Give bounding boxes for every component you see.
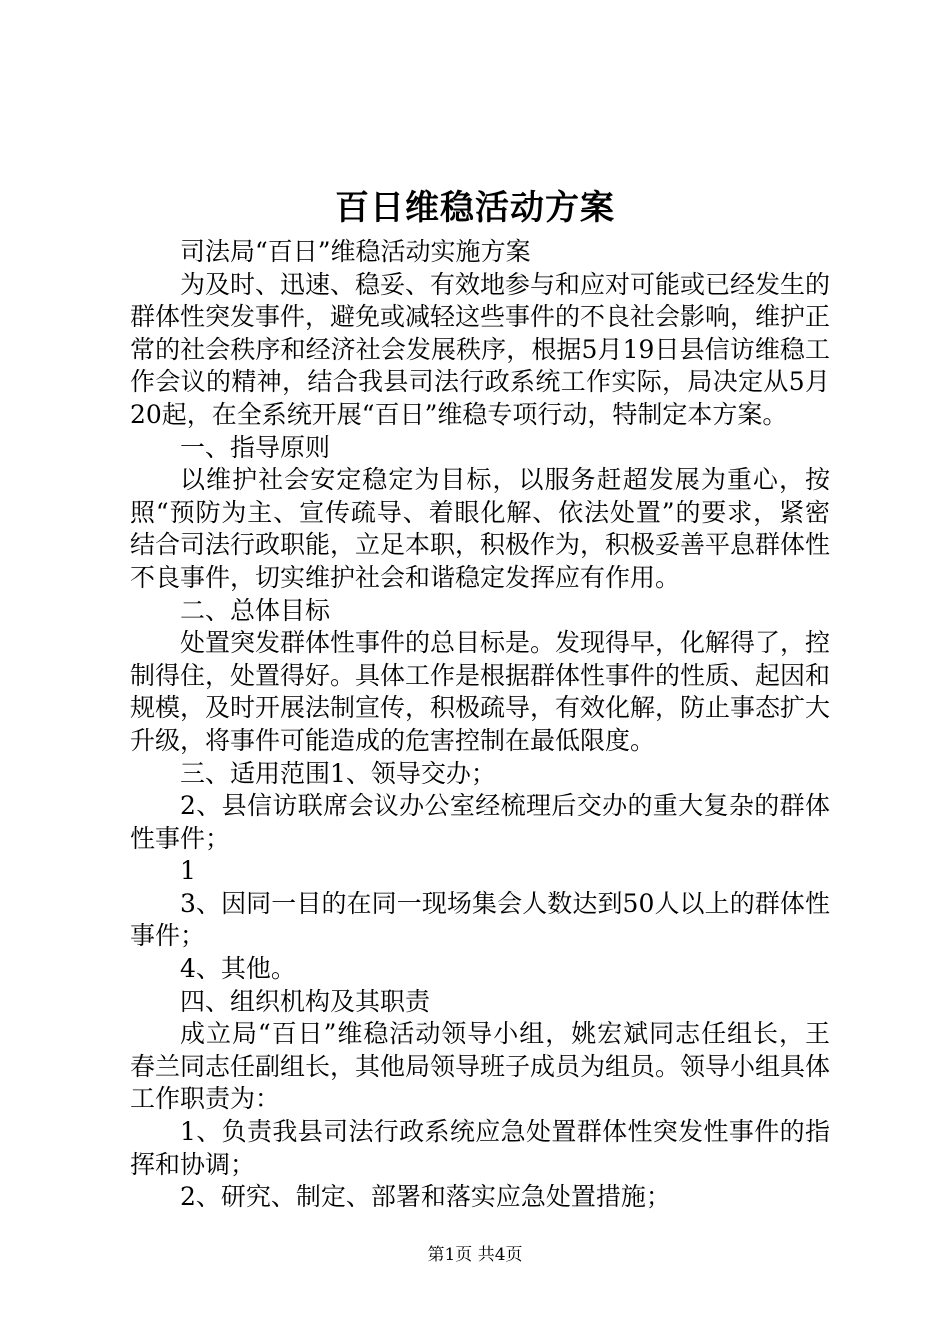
page-number-footer: 第1页 共4页 <box>427 1245 523 1265</box>
section-heading-scope: 三、适用范围1、领导交办； <box>180 758 496 788</box>
organization-paragraph: 成立局“百日”维稳活动领导小组，姚宏斌同志任组长，王春兰同志任副组长，其他局领导班子成员为组员。领导小组具体工作职责为： <box>130 1019 831 1114</box>
scope-item-3: 3、因同一目的在同一现场集会人数达到50人以上的群体性事件； <box>130 888 830 951</box>
duty-item-1: 1、负责我县司法行政系统应急处置群体性突发性事件的指挥和协调； <box>130 1117 830 1179</box>
section-heading-overall-goal: 二、总体目标 <box>180 595 331 625</box>
section-heading-guiding-principles: 一、指导原则 <box>180 432 331 462</box>
section-heading-organization: 四、组织机构及其职责 <box>180 986 431 1016</box>
document-body <box>130 236 830 1214</box>
stray-number-line: 1 <box>180 856 196 886</box>
document-title: 百日维稳活动方案 <box>335 188 615 228</box>
scope-item-4: 4、其他。 <box>180 954 296 984</box>
overall-goal-paragraph: 处置突发群体性事件的总目标是。发现得早，化解得了，控制得住，处置得好。具体工作是根据群体性事件的性质、起因和规模，及时开展法制宣传，积极疏导，有效化解，防止事态扩大升级，将事件可能造成的危害控制在最低限度。 <box>130 628 831 755</box>
subtitle-paragraph: 司法局“百日”维稳活动实施方案 <box>180 237 531 266</box>
duty-item-2: 2、研究、制定、部署和落实应急处置措施； <box>180 1182 671 1212</box>
guiding-principles-paragraph: 以维护社会安定稳定为目标，以服务赶超发展为重心，按照“预防为主、宣传疏导、着眼化解、依法处置”的要求，紧密结合司法行政职能，立足本职，积极作为，积极妥善平息群体性不良事件，切实维护社会和谐稳定发挥应有作用。 <box>130 465 831 592</box>
scope-item-2: 2、县信访联席会议办公室经梳理后交办的重大复杂的群体性事件； <box>130 791 830 853</box>
intro-paragraph: 为及时、迅速、稳妥、有效地参与和应对可能或已经发生的群体性突发事件，避免或减轻这些事件的不良社会影响，维护正常的社会秩序和经济社会发展秩序，根据5月19日县信访维稳工作会议的精神，结合我县司法行政系统工作实际，局决定从5月20起，在全系统开展“百日”维稳专项行动，特制定本方案。 <box>130 269 831 429</box>
